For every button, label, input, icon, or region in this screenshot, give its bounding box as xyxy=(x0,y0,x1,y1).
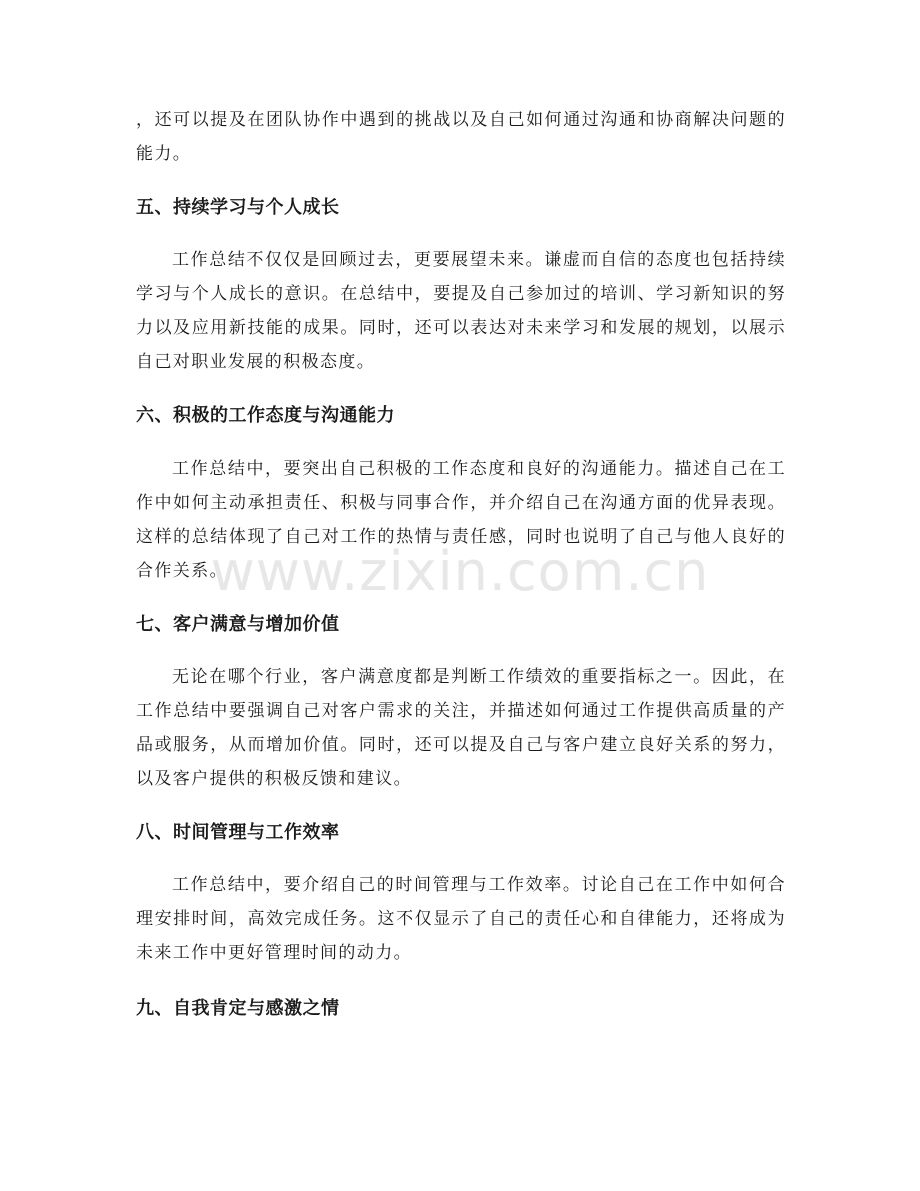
section-heading-7-block xyxy=(136,610,786,640)
section-heading-8: 八、时间管理与工作效率 xyxy=(136,822,340,843)
section-heading-6: 六、积极的工作态度与沟通能力 xyxy=(136,405,395,426)
section-heading-9: 九、自我肯定与感激之情 xyxy=(136,998,340,1019)
section-body-8-block xyxy=(136,868,786,970)
section-heading-9-block xyxy=(136,994,786,1024)
section-body-7: 无论在哪个行业，客户满意度都是判断工作绩效的重要指标之一。因此，在工作总结中要强调自己对客户需求的关注，并描述如何通过工作提供高质量的产品或服务，从而增加价值。同时，还可以提及自己与客户建立良好关系的努力，以及客户提供的积极反馈和建议。 xyxy=(136,667,786,789)
section-heading-8-block xyxy=(136,818,786,848)
intro-paragraph: ，还可以提及在团队协作中遇到的挑战以及自己如何通过沟通和协商解决问题的能力。 xyxy=(136,110,786,164)
section-body-6-block xyxy=(136,452,786,588)
section-body-5: 工作总结不仅仅是回顾过去，更要展望未来。谦虚而自信的态度也包括持续学习与个人成长的意识。在总结中，要提及自己参加过的培训、学习新知识的努力以及应用新技能的成果。同时，还可以表达对未来学习和发展的规划，以展示自己对职业发展的积极态度。 xyxy=(136,250,786,372)
section-body-5-block xyxy=(136,243,786,379)
section-body-7-block xyxy=(136,660,786,796)
section-heading-6-block xyxy=(136,401,786,431)
section-heading-5: 五、持续学习与个人成长 xyxy=(136,197,340,218)
section-heading-7: 七、客户满意与增加价值 xyxy=(136,614,340,635)
watermark: www.zixin.com.cn xyxy=(210,540,710,603)
section-heading-5-block xyxy=(136,193,786,223)
section-body-8: 工作总结中，要介绍自己的时间管理与工作效率。讨论自己在工作中如何合理安排时间，高效完成任务。这不仅显示了自己的责任心和自律能力，还将成为未来工作中更好管理时间的动力。 xyxy=(136,875,786,963)
intro-paragraph-block xyxy=(136,103,786,171)
section-body-6: 工作总结中，要突出自己积极的工作态度和良好的沟通能力。描述自己在工作中如何主动承担责任、积极与同事合作，并介绍自己在沟通方面的优异表现。这样的总结体现了自己对工作的热情与责任感，同时也说明了自己与他人良好的合作关系。 xyxy=(136,459,786,581)
